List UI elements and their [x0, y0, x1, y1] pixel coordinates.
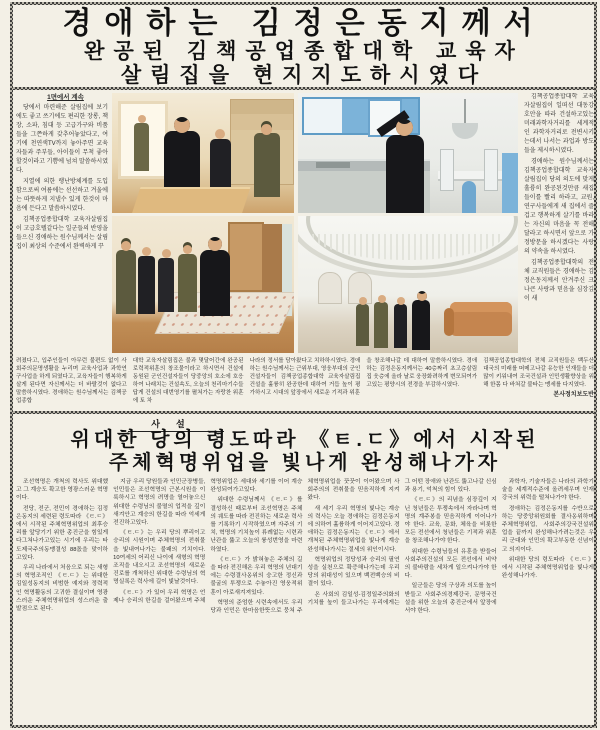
article1-left-text [16, 104, 108, 252]
kim-figure [200, 250, 230, 316]
official-figure [158, 258, 174, 312]
sofa-armrest [444, 308, 454, 336]
arched-window [318, 272, 342, 304]
article1-left-column [16, 93, 108, 353]
door-frame [228, 222, 264, 292]
paragraph: 《ㅌ.ㄷ》는 우리 당의 뿌리이고 승리의 시원이며 주체혁명의 전취물을 빛내여나가는 불패의 기치이다. 10여세의 어리신 나이에 새형의 혁명조직을 내오시고 조선혁명의 새로운 진로를 개척하신 위대한 수령님의 혁명실록은 력사에 길이 빛날것이다. [113, 530, 206, 586]
continued-from-page1-label: 1면에서 계속 [47, 94, 84, 101]
officer-figure [356, 304, 369, 346]
paragraph: 위대한 수령님께서 《ㅌ.ㄷ》를 결성하신 때로부터 조선혁명은 주체의 궤도를 따라 전진하는 새로운 력사를 기록하기 시작하였으며 자주의 기치, 혁명의 기치높이 류례없는 시련과 난관을 뚫고 오늘의 륭성번영을 마련하였다. [210, 497, 303, 553]
officer-figure [116, 250, 136, 314]
photo-kim-livingroom [112, 93, 294, 213]
article1-headline-line1: 경애하는 김정은동지께서 [62, 7, 546, 40]
official-head [397, 297, 405, 305]
officer-figure [254, 133, 280, 197]
official-figure [394, 304, 407, 348]
paragraph: 당에서 마련해준 살림집에 보기에도 좋고 쓰기에도 편리한 장롱, 책장, 소파, 침대 등 고급가구와 비품들을 그쯘하게 갖추어놓았다고, 여기에 천연색TV까지 놓아주면 교육자들과 주부들, 아이들이 무척 좋아할것이라고 기쁨에 넘쳐 말씀하시였다. [16, 105, 108, 174]
page-border-top [10, 2, 597, 5]
article2-headline [16, 429, 594, 475]
officer-head [359, 297, 367, 305]
kim-figure [386, 135, 424, 213]
photo-decorated-hall [298, 216, 518, 353]
officer-head [138, 115, 146, 123]
paragraph: 《ㅌ.ㄷ》가 밝혀놓은 주체의 길을 따라 전진해온 우리 혁명의 년대기에는 수령결사옹위의 숭고한 정신과 불굴의 투쟁으로 수놓아진 영웅적위훈이 아로새겨져있다. [210, 556, 303, 596]
official-head [215, 129, 225, 139]
article-separator [13, 411, 594, 414]
article1-right-column [524, 93, 594, 353]
officer-figure [374, 302, 388, 348]
caption-column: 려졌다고, 입주인들이 아무런 불편도 없이 사회주의문명생활을 누리며 교육사업과 과학연구사업을 하게 되였다고, 교육자들이 행복하게 살게 된다면 자신께서는 더 바랄것이 없다고 말씀하시였다. 경애하는 원수님께서는 김책공업종합 [16, 358, 127, 404]
official-head [142, 247, 151, 256]
pendant-lamp-shade [452, 123, 478, 139]
page-border-right [594, 2, 597, 728]
officer-head [378, 295, 386, 303]
paragraph: 우리 나라에서 처음으로 되는 새형의 혁명조직인 《ㅌ.ㄷ》는 위대한 김일성동지의 비범한 예지와 정력적인 혁명활동의 고귀한 결실이며 영광스러운 주체혁명위업의 성스러운 출발점으로 된다. [16, 565, 109, 613]
officer-at-window-figure [134, 123, 149, 171]
paragraph: 혁명위업의 정당성과 승리의 필연성을 실천으로 확증해나가는데 우리 당의 위대성이 있으며 백전백승의 비결이 있다. [307, 556, 400, 588]
article2-text-columns [16, 478, 594, 721]
paragraph: 조선혁명은 개척의 력사도 위대했고 그 계승도 확고한 영광스러운 혁명이다. [16, 479, 109, 502]
paragraph: 《ㅌ.ㄷ》의 리념을 심장깊이 지닌 청년들은 투쟁속에서 자라나며 혁명의 계주봉을 믿음직하게 이어나가야 한다. 교육, 문화, 체육을 비롯한 모든 전선에서 청년들은 기적과 위훈을 창조해나가야 한다. [404, 497, 497, 545]
caption-column: 대학 교육자살림집은 불과 몇달어간에 완공된 로력적위훈의 창조물이라고 하시면서 건설에 동원된 군인건설자들이 당중앙의 호소에 호응하여 나래치는 건설속도, 오늘의 천리마기수들답게 건설의 대번영기를 펼쳐가는 자랑찬 위훈에 토 차 [132, 358, 244, 404]
article1-right-text [524, 93, 594, 304]
sofa [450, 302, 512, 336]
editorial-kicker: 사설 [128, 417, 224, 432]
paragraph: 새 세기 우리 혁명의 빛나는 계승의 력사는 오늘 경애하는 김정은동지에 의하여 훌륭하게 이어지고있다. 경애하는 김정은동지는 《ㅌ.ㄷ》에서 개척된 주체혁명위업을 빛나게 계승완성해나가시는 절세의 위인이시다. [307, 505, 400, 553]
wooden-desk [131, 187, 250, 213]
paragraph: 지열에 의한 랭난방체계를 도입함으로써 여름에는 선선하고 겨울에는 따뜻하게 지낼수 있게 한것이 마음에 든다고 말씀하시였다. [16, 179, 108, 212]
kim-head [396, 119, 413, 136]
article2-headline-line1: 위대한 당의 령도따라 《ㅌ.ㄷ》에서 시작된 [70, 429, 540, 451]
officer-head [121, 241, 131, 251]
byline: 본사정치보도반 [553, 392, 594, 398]
paragraph: 혁명의 준엄한 시련속에서도 우리 당과 인민은 한마음한뜻으로 뭉쳐 주체혁명위업을 꿋꿋이 이어왔으며 사회주의의 전취물을 믿음직하게 지켜왔다. [210, 479, 400, 615]
dining-chair [440, 149, 454, 191]
kim-head [174, 117, 190, 133]
paragraph: 위대한 수령님들의 유훈을 받들어 사회주의건설의 모든 전선에서 비약의 불바람을 세차게 일으켜나가야 한다. [404, 548, 497, 580]
kim-head [417, 291, 427, 301]
bar-stool [462, 181, 476, 213]
caption-column: 을 창조해나갈 데 대하여 말씀하시였다. 경애하는 김정은동지께서는 40층짜리 초고층살림집 웃층에 올라 날로 웅장화려하게 변모되여가고있는 평양시의 전경을 부감하시였다. [366, 358, 478, 388]
paragraph: 과학자, 기술자들은 나라의 과학기술을 세계적수준에 올려세우며 인재강국의 위력을 떨쳐나가야 한다. [501, 479, 594, 502]
caption-column: 나라의 정서를 담아왔다고 치하하시였다. 경애하는 원수님께서는 근위부대, 영웅부대의 군인건설자들이 김책공업종합대학 교육자살림집건설을 훌륭히 완공한데 대하여 거듭 높이 평가하시고 시대의 앞장에서 새로운 기적과 위훈 [249, 358, 361, 396]
paragraph: 경애하는 김정은동지를 수반으로 하는 당중앙위원회를 결사옹위하며 주체혁명위업, 사회주의강국건설위업을 끝까지 완성해나가려는것은 우리 군대와 인민의 확고부동한 신념이고 의지이다. [501, 505, 594, 553]
kim-head [208, 237, 222, 251]
page-border-left [10, 2, 13, 728]
bar-counter [502, 153, 518, 213]
article1-headline-line3: 살림집을 현지지도하시였다 [120, 64, 488, 87]
article1-body [16, 93, 594, 353]
photo-kim-kitchen [298, 93, 518, 213]
dining-chair [484, 149, 498, 191]
kim-figure [412, 300, 430, 350]
officer-head [183, 245, 192, 254]
photo-bedroom-inspection [112, 216, 294, 353]
official-head [162, 249, 171, 258]
caption-column-last [483, 357, 594, 409]
sink [316, 162, 350, 168]
article1-caption-band [16, 357, 594, 409]
article1-headline [16, 7, 592, 88]
officer-head [261, 124, 272, 135]
caption-text: 김책공업종합대학의 전체 교직원들은 백두산대국의 미래를 떠메고나갈 유능한 인재들을 더 많이 키워내여 조국건설과 인민생활향상을 위해 한몸 다 바쳐갈 불타는 맹세를 다지였다. [483, 358, 594, 388]
article2-headline-line2: 주체혁명위업을 빛나게 완성해나가자 [108, 452, 502, 474]
paragraph: 지금 우리 당원들과 인민군장병들, 인민들은 조선혁명의 근본시원을 이룩하시고 혁명의 려명을 열어놓으신 위대한 수령님의 불멸의 업적을 깊이 새겨안고 계승의 한길을 따라 억세게 전진하고있다. [113, 479, 206, 527]
pendant-lamp [464, 99, 466, 125]
paragraph: 《ㅌ.ㄷ》가 있어 우리 혁명은 언제나 승리의 한길을 걸어왔으며 주체혁명위업은 세대와 세기를 이어 계승완성되여가고있다. [113, 479, 303, 604]
paragraph: 김책공업종합대학의 전체 교직원들은 경애하는 김정은동지께서 안겨주신 크나큰 사랑과 믿음을 심장깊이 새 [524, 260, 594, 302]
page-border-bottom [10, 725, 597, 728]
paragraph: 경애하는 원수님께서는 김책공업종합대학 교육자살림집이 당의 의도에 맞게 훌륭히 완공된것만큼 새집들이를 빨리 하라고, 교원, 연구사들에게 새 집에서 즐겁고 행복하게 살기를 바라는 자신의 마음을 꼭 전해달라고 하시면서 앞으로 가정방문을 하시겠다는 사랑의 약속을 하시였다. [524, 159, 594, 255]
paragraph: 전당, 전군, 전민이 경애하는 김정은동지의 세련된 령도따라 《ㅌ.ㄷ》에서 시작된 주체혁명위업의 최후승리를 앞당기기 위한 총진군을 힘있게 다그쳐나가고있는 시기에 우리는 타도제국주의동맹결성 88돐을 맞이하고있다. [16, 505, 109, 561]
officer-figure [178, 254, 197, 312]
article1-headline-line2: 완공된 김책공업종합대학 교육자 [84, 40, 524, 63]
paragraph: 위대한 당의 령도따라 《ㅌ.ㄷ》에서 시작된 주체혁명위업을 빛나게 완성해나가자. [501, 556, 594, 580]
photo-grid [112, 93, 520, 353]
paragraph: 온 사회의 김일성-김정일주의화의 기치를 높이 들고나가는 우리에게는 그 어떤 장애와 난관도 뚫고나갈 신심과 용기, 억척의 힘이 있다. [307, 479, 497, 606]
official-figure [138, 256, 155, 314]
paragraph: 일군들은 당의 구상과 의도를 높이 받들고 사회주의경제강국, 문명국건설을 위한 오늘의 총진군에서 앞장에 서야 한다. [404, 583, 497, 615]
paragraph: 김책공업종합대학 교육자살림집이 고급호텔같다는 일군들의 반영을 들으신 경애하는 원수님께서는 살림집이 최상의 수준에서 완벽하게 꾸 [16, 217, 108, 250]
paragraph: 김책공업종합대학 교육자살림집이 일떠선 대동강호안을 따라 건설하고있는 미래과학자거리를 세계적인 과학자거리로 전변시키는데서 나서는 과업과 방도들을 제시하시였다. [524, 94, 594, 154]
